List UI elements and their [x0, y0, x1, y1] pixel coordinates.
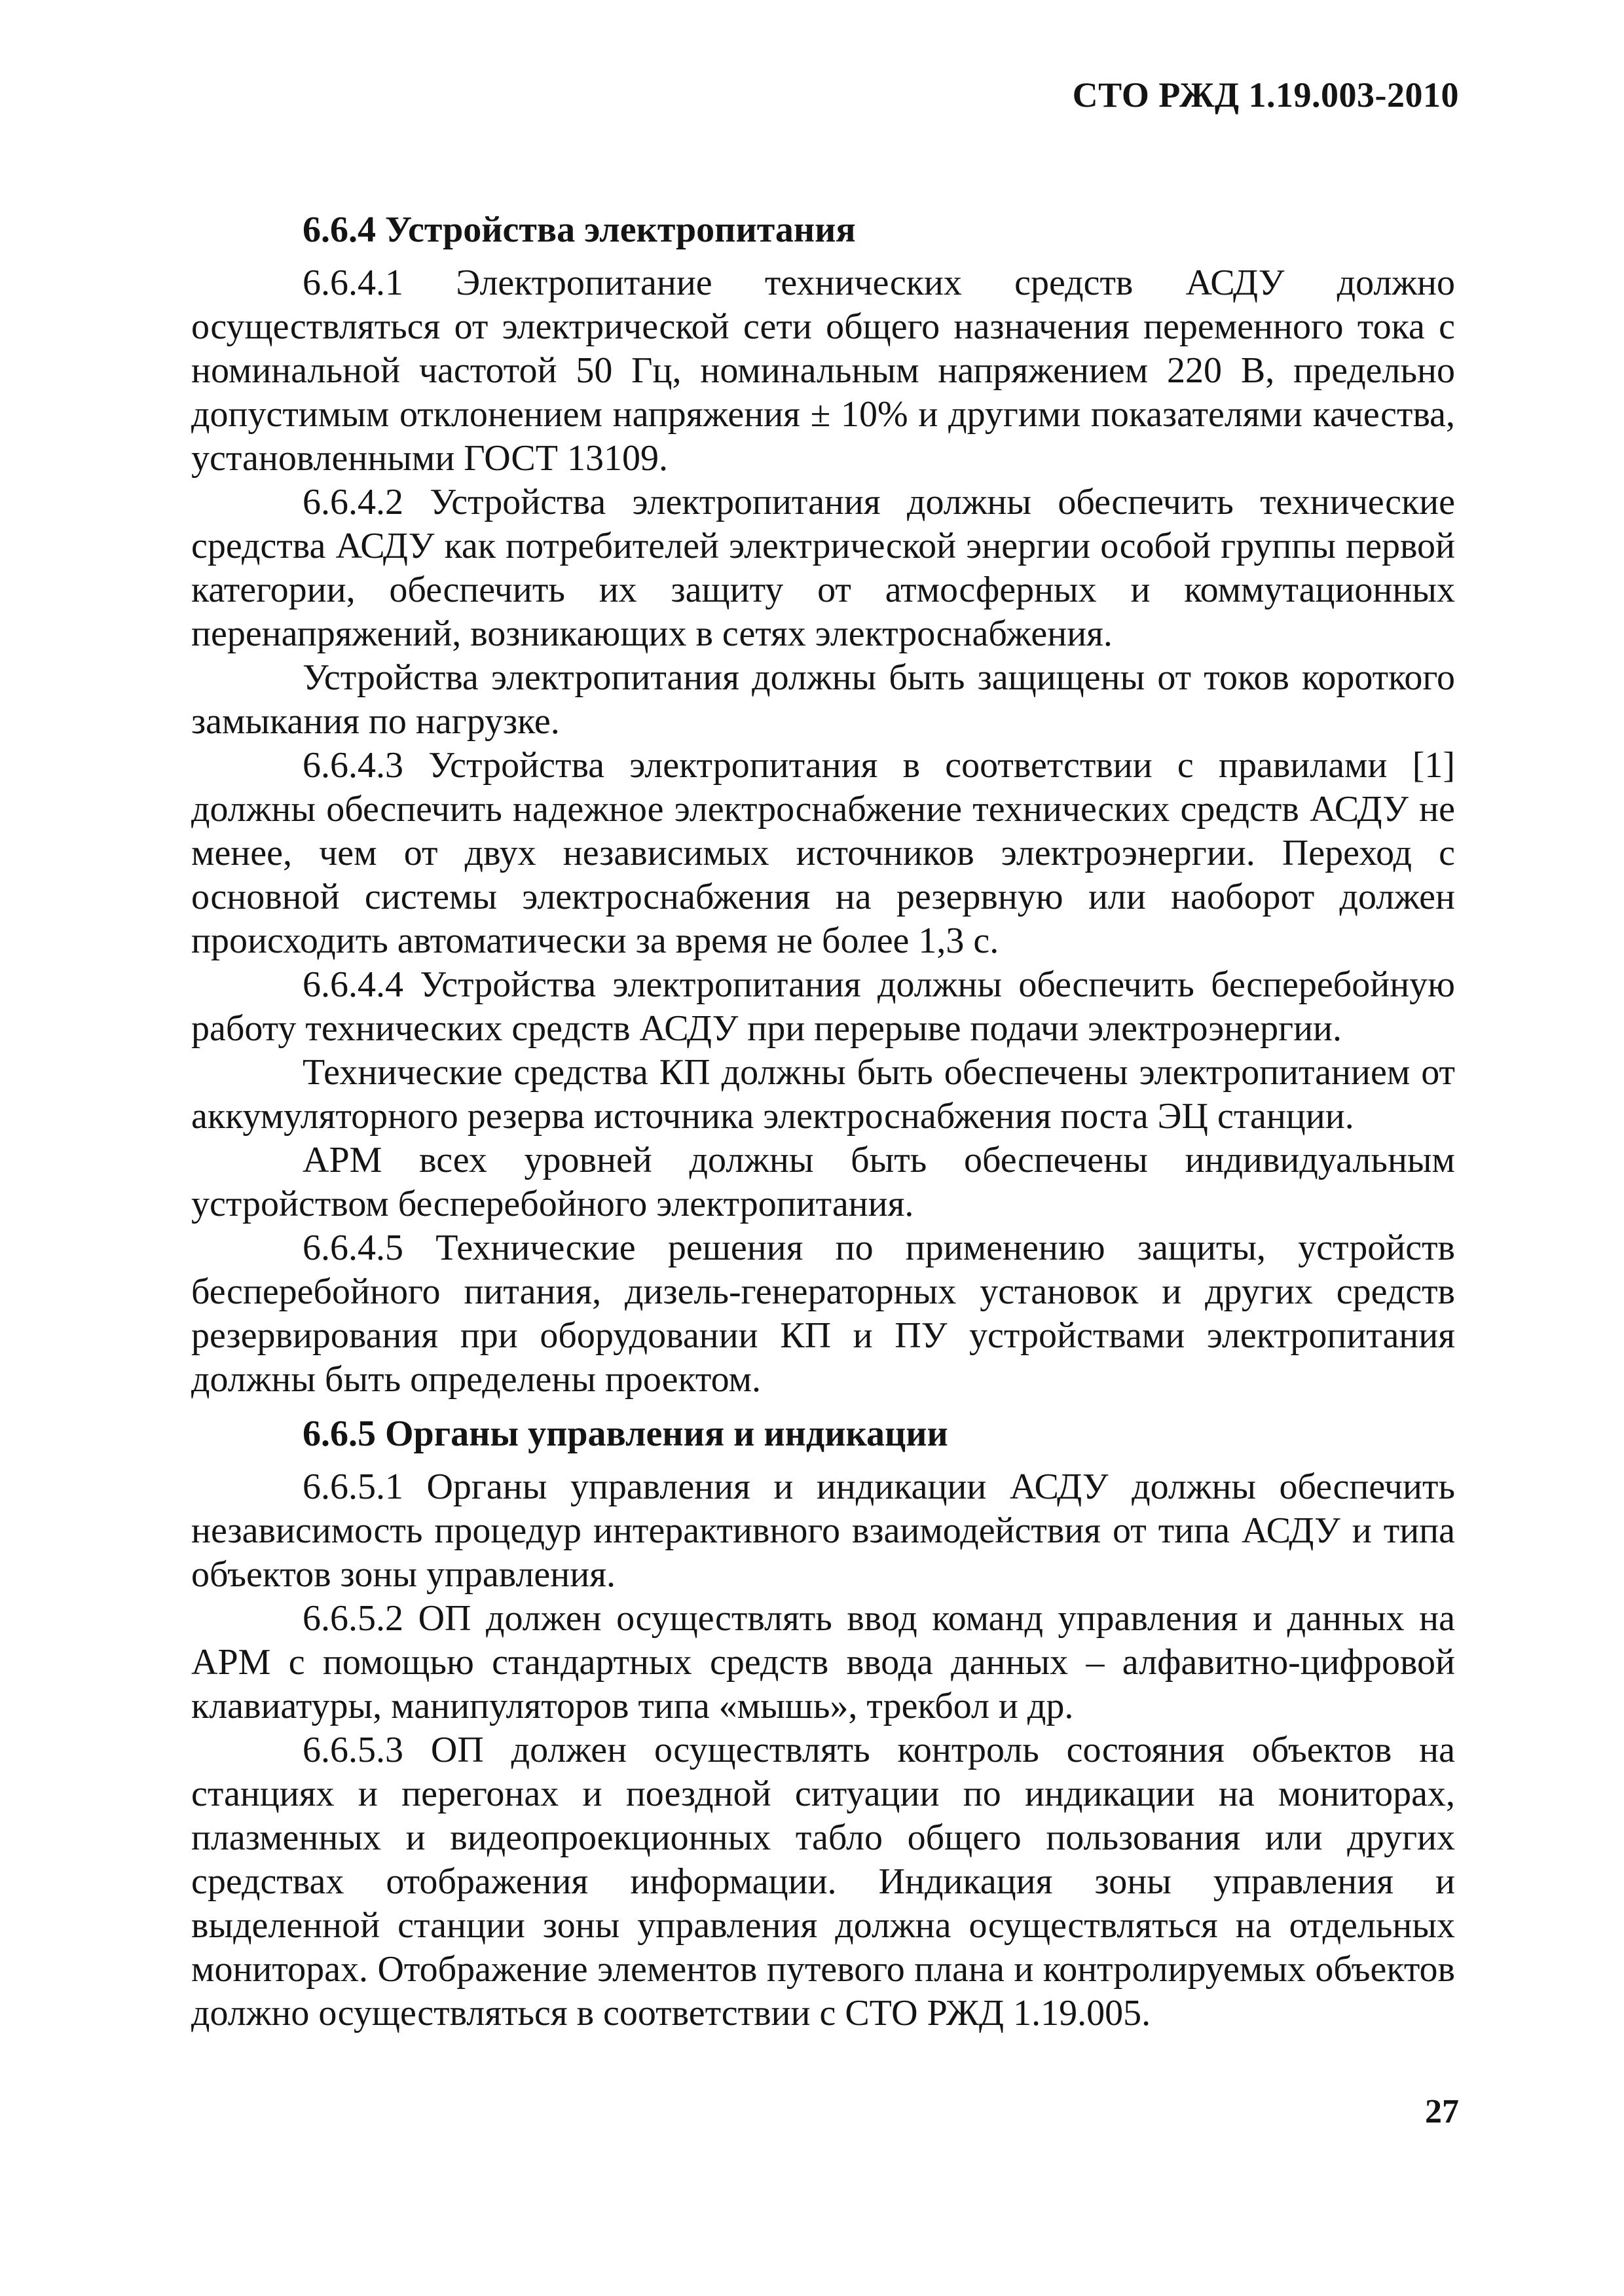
paragraph-6-6-4-2: 6.6.4.2 Устройства электропитания должны обеспечить технические средства АСДУ как потребителей электрической энергии особой группы первой категории, обеспечить их защиту от атмосферных и коммутационных перенапряжений, возникающих в сетях электроснабжения. — [191, 482, 1455, 654]
paragraph-6-6-5-2: 6.6.5.2 ОП должен осуществлять ввод команд управления и данных на АРМ с помощью стандартных средств ввода данных – алфавитно-цифровой клавиатуры, манипуляторов типа «мышь», трекбол и др. — [191, 1598, 1455, 1726]
paragraph-6-6-4-4: 6.6.4.4 Устройства электропитания должны обеспечить бесперебойную работу технических средств АСДУ при перерыве подачи электроэнергии. — [191, 964, 1455, 1049]
section-heading-controls-indication: 6.6.5 Органы управления и индикации — [303, 1413, 948, 1454]
paragraph-6-6-4-1: 6.6.4.1 Электропитание технических средств АСДУ должно осуществляться от электрической сети общего назначения переменного тока с номинальной частотой 50 Гц, номинальным напряжением 220 В, предельно допустимым отклонением напряжения ± 10% и другими показателями качества, установленными ГОСТ 13109. — [191, 263, 1455, 479]
section-heading-power-supply: 6.6.4 Устройства электропитания — [303, 210, 856, 250]
paragraph-6-6-5-1: 6.6.5.1 Органы управления и индикации АСДУ должны обеспечить независимость процедур интерактивного взаимодействия от типа АСДУ и типа объектов зоны управления. — [191, 1467, 1455, 1595]
paragraph-6-6-4-3: 6.6.4.3 Устройства электропитания в соответствии с правилами [1] должны обеспечить надежное электроснабжение технических средств АСДУ не менее, чем от двух независимых источников электроэнергии. Переход с основной системы электроснабжения на резервную или наоборот должен происходить автоматически за время не более 1,3 с. — [191, 745, 1455, 961]
paragraph-short-circuit-protection: Устройства электропитания должны быть защищены от токов короткого замыкания по нагрузке. — [191, 657, 1455, 742]
paragraph-arm-ups: АРМ всех уровней должны быть обеспечены индивидуальным устройством бесперебойного электропитания. — [191, 1140, 1455, 1224]
paragraph-kp-battery-reserve: Технические средства КП должны быть обеспечены электропитанием от аккумуляторного резерва источника электроснабжения поста ЭЦ станции. — [191, 1052, 1455, 1137]
paragraph-6-6-4-5: 6.6.4.5 Технические решения по применению защиты, устройств бесперебойного питания, дизель-генераторных установок и других средств резервирования при оборудовании КП и ПУ устройствами электропитания должны быть определены проектом. — [191, 1228, 1455, 1400]
page-number: 27 — [1425, 2093, 1459, 2130]
document-body — [191, 208, 1455, 2035]
document-code-header: СТО РЖД 1.19.003-2010 — [1072, 75, 1459, 115]
paragraph-6-6-5-3: 6.6.5.3 ОП должен осуществлять контроль состояния объектов на станциях и перегонах и поездной ситуации по индикации на мониторах, плазменных и видеопроекционных табло общего пользования или других средствах отображения информации. Индикация зоны управления и выделенной станции зоны управления должна осуществляться на отдельных мониторах. Отображение элементов путевого плана и контролируемых объектов должно осуществляться в соответствии с СТО РЖД 1.19.005. — [191, 1730, 1455, 2033]
